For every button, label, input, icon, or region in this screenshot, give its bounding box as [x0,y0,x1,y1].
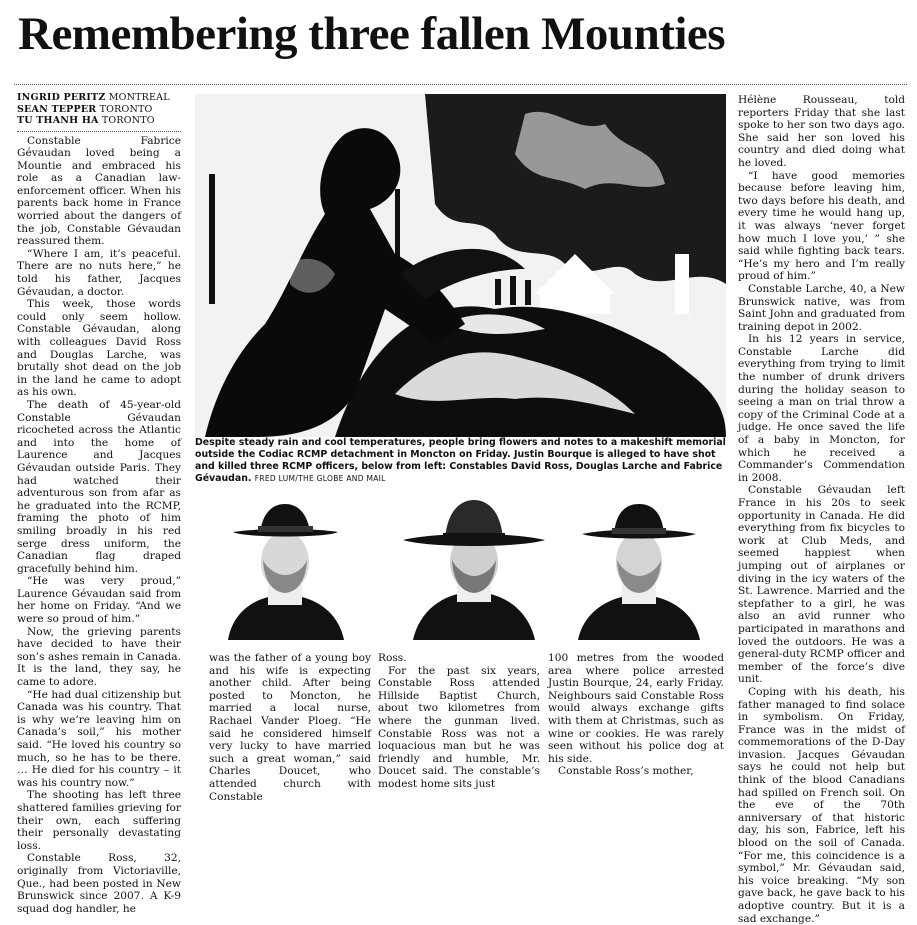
column-1 [17,92,181,915]
paragraph: 100 metres from the wooded area where police arrested Justin Bourque, 24, early Friday. Neighbours said Constable Ross would always exchange gifts with them at Christmas, such as wine or cookies. He was rarely seen without his police dog at his side. [548,652,724,765]
paragraph: The shooting has left three shattered families grieving for their own, each suffering their personally devastating loss. [17,789,181,852]
paragraph: “He had dual citizenship but Canada was his country. That is why we’re leaving him on Canada’s soil,” his mother said. “He loved his country so much, so he has to be there. … He died for his country – it was his country now.” [17,688,181,789]
paragraph: “Where I am, it’s peaceful. There are no nuts here,” he told his father, Jacques Gévaudan, a doctor. [17,247,181,298]
headline: Remembering three fallen Mounties [18,8,726,60]
memorial-photo-illustration [195,94,726,437]
officer-portrait-illustration [208,500,363,640]
paragraph: This week, those words could only seem hollow. Constable Gévaudan, along with colleagues David Ross and Douglas Larche, was brutally shot dead on the job in the land he came to adopt as his own. [17,298,181,399]
officer-portrait-illustration [560,500,718,640]
headline-rule [14,84,907,85]
byline-name: INGRID PERITZ [17,92,106,103]
byline-place: MONTREAL [108,92,170,103]
paragraph: Coping with his death, his father managed to find solace in symbolism. On Friday, France was in the midst of commemorations of the D-Day invasion. Jacques Gévaudan says he could not help but think of the blood Canadians had spilled on French soil. On the eve of the 70th anniversary of that historic day, his son, Fabrice, left his blood on the soil of Canada. “For me, this coincidence is a symbol,” Mr. Gévaudan said, his voice breaking. “My son gave back, he gave back to his adoptive country. But it is a sad exchange.” [738,685,905,925]
paragraph: Ross. [378,652,407,664]
byline-name: TU THANH HA [17,115,99,126]
byline-name: SEAN TEPPER [17,103,97,115]
paragraph: Constable Ross’s mother, [558,765,694,778]
caption-text: Despite steady rain and cool temperatures, people bring flowers and notes to a makeshift memorial outside the Codiac RCMP detachment in Moncton on Friday. Justin Bourque is alleged to have shot and killed three RCMP officers, below from left: Constables David Ross, Douglas Larche and Fabrice Gévaudan. [195,437,726,484]
byline-2 [17,104,181,116]
paragraph: Constable Gévaudan left France in his 20s to seek opportunity in Canada. He did everything from fix bicycles to work at Club Meds, and seemed happiest when jumping out of airplanes or diving in the icy waters of the St. Lawrence. Married and the stepfather to a girl, he was also an avid runner who participated in marathons and loved the outdoors. He was a general-duty RCMP officer and member of the force’s dive unit. [738,484,905,686]
paragraph: Constable Ross, 32, originally from Victoriaville, Que., had been posted in New Brunswick since 2007. A K-9 squad dog handler, he [17,852,181,915]
photo-credit: FRED LUM/THE GLOBE AND MAIL [254,474,386,483]
paragraph: Constable Larche, 40, a New Brunswick native, was from Saint John and graduated from training depot in 2002. [738,282,905,333]
portrait-fabrice-gevaudan [560,500,718,640]
paragraph: In his 12 years in service, Constable Larche did everything from trying to limit the number of drunk drivers during the holiday season to seeing a man on trial throw a copy of the Criminal Code at a judge. He once saved the life of a baby in Moncton, for which he received a Commander’s Commendation in 2008. [738,333,905,484]
officer-portrait-illustration [395,500,553,640]
portrait-douglas-larche [395,500,553,640]
memorial-photo [195,94,726,437]
column-4 [548,652,724,778]
paragraph: Now, the grieving parents have decided to have their son’s ashes remain in Canada. It is the land, they say, he came to adore. [17,625,181,689]
column-2 [209,652,371,803]
byline-1 [17,92,181,104]
photo-caption [195,437,726,485]
paragraph: “He was very proud,” Laurence Gévaudan said from her home on Friday. “And we were so proud of him.” [17,575,181,626]
paragraph: was the father of a young boy and his wife is expecting another child. After being posted to Moncton, he married a local nurse, Rachael Vander Ploeg. “He said he considered himself very lucky to have married such a great woman,” said Charles Doucet, who attended church with Constable [209,652,371,803]
column-3 [378,652,540,791]
byline-place: TORONTO [99,103,153,115]
paragraph: Constable Fabrice Gévaudan loved being a Mountie and embraced his role as a Canadian law-enforcement officer. When his parents back home in France worried about the dangers of the job, Constable Gévaudan reassured them. [17,134,181,248]
paragraph: For the past six years, Constable Ross attended Hillside Baptist Church, about two kilometres from where the gunman lived. Constable Ross was not a loquacious man but he was friendly and humble, Mr. Doucet said. The constable’s modest home sits just [378,664,540,790]
paragraph: Hélène Rousseau, told reporters Friday that she last spoke to her son two days ago. She said her son loved his country and died doing what he loved. [738,94,905,169]
byline-rule [17,131,181,132]
byline-place: TORONTO [101,115,155,126]
column-5 [738,94,905,925]
paragraph: The death of 45-year-old Constable Gévaudan ricocheted across the Atlantic and into the home of Laurence and Jacques Gévaudan outside Paris. They had watched their adventurous son from afar as he graduated into the RCMP, framing the photo of him smiling broadly in his red serge dress uniform, the Canadian flag draped gracefully behind him. [17,398,181,575]
byline-3 [17,115,181,127]
portrait-david-ross [208,500,363,640]
paragraph: “I have good memories because before leaving him, two days before his death, and every time he would hang up, it was always ‘never forget how much I love you,’ ” she said while fighting back tears. “He’s my hero and I’m really proud of him.” [738,169,905,283]
